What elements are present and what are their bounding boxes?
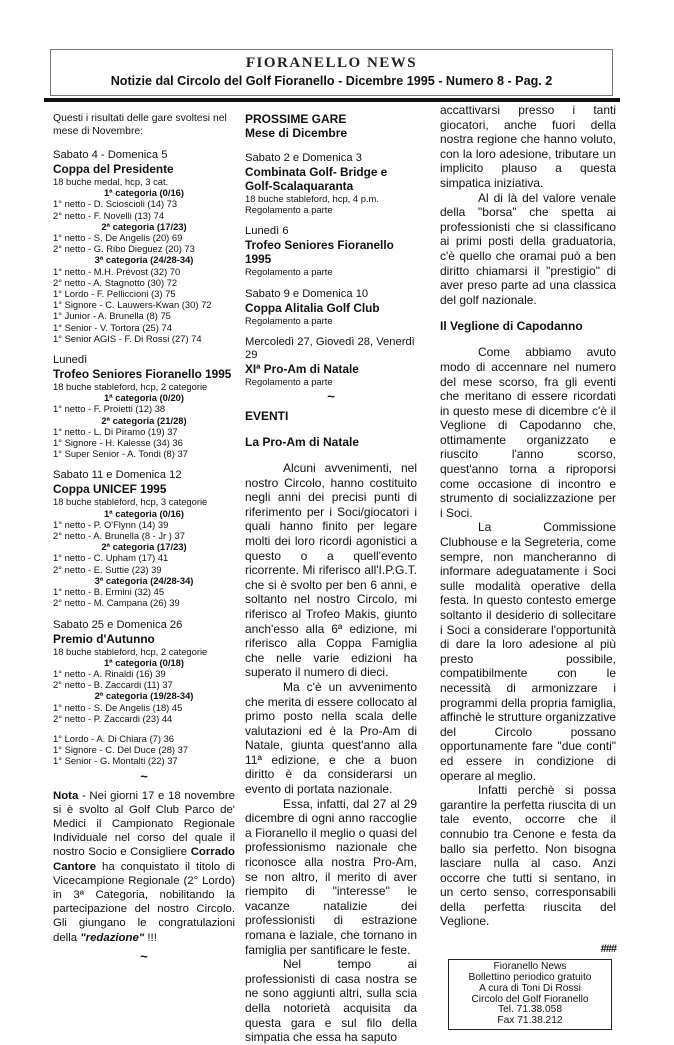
upcoming-date: Sabato 9 e Domenica 10 (245, 287, 369, 300)
article-paragraph: Al di là del valore venale della "borsa" che spetta ai professionisti che si classificano ai primi posti della graduatoria, c'è quello che oramai può a ben diritto chiamarsi il "prestigio" di aver preso parte ad una classica del golf nazionale. (440, 190, 616, 307)
note-text: - Nei giorni 17 e 18 novembre si è svolto al Golf Club Parco de' Medici il Campionato Regionale Individuale nel corso del quale il nostro Socio e Consigliere (53, 789, 235, 859)
note-highlight-name: Corrado Cantore (53, 846, 235, 873)
result-line: 1° Signore - C. Del Duce (28) 37 (53, 744, 189, 756)
result-line: 2° netto - G. Ribo Dieguez (20) 73 (53, 243, 195, 255)
upcoming-date: Mercoledì 27, Giovedì 28, Venerdì 29 (245, 335, 415, 361)
category-heading: 1ª categoria (0/20) (103, 392, 185, 404)
category-heading: 1ª categoria (0/16) (103, 187, 185, 199)
competition-name: Coppa del Presidente (53, 162, 174, 176)
competition-coppa-unicef (53, 469, 235, 608)
article-paragraph: Essa, infatti, dal 27 al 29 dicembre di ogni anno raccoglie a Fioranello il meglio o quasi del professionismo nazionale che riconosce alla nostra Pro-Am, se non altro, il merito di aver riempito di "interesse" le vacanze natalizie dei professionisti di estrazione romana e laziale, che tornano in famiglia per santificare le feste. (245, 796, 417, 957)
competition-name: Trofeo Seniores Fioranello 1995 (53, 367, 232, 382)
article-title-veglione: Il Veglione di Capodanno (440, 319, 583, 334)
newsletter-subtitle: Notizie dal Circolo del Golf Fioranello - Dicembre 1995 - Numero 8 - Pag. 2 (110, 74, 553, 88)
upcoming-name: Combinata Golf- Bridge e Golf-Scalaquaranta (245, 165, 388, 193)
category-heading: 2ª categoria (17/23) (101, 541, 187, 553)
masthead-box (50, 49, 613, 96)
competition-date: Sabato 11 e Domenica 12 (53, 469, 182, 482)
result-line: 1° netto - L. Di Piramo (19) 37 (53, 425, 178, 437)
category-heading: 2ª categoria (17/23) (101, 220, 187, 232)
result-line: 2° netto - F. Novelli (13) 74 (53, 209, 165, 221)
competition-date: Lunedì (53, 354, 88, 367)
competition-format: 18 buche stableford, hcp, 2 categorie (53, 645, 208, 657)
result-line: 1° netto - P. O'Flynn (14) 39 (53, 518, 169, 530)
result-line: 1° netto - S. De Angelis (20) 69 (53, 232, 183, 244)
upcoming-item (245, 152, 417, 215)
result-line: 1° Signore - C. Lauwers-Kwan (30) 72 (53, 299, 212, 311)
result-line: 1° netto - D. Scioscioli (14) 73 (53, 198, 178, 210)
category-heading: 2ª categoria (21/28) (101, 414, 187, 426)
category-heading: 1ª categoria (0/16) (103, 507, 185, 519)
article-title-proam: La Pro-Am di Natale (245, 435, 360, 450)
result-line: 1° Signore - H. Kalesse (34) 36 (53, 437, 183, 449)
result-line: 1° Lordo - F. Pelliccioni (3) 75 (53, 288, 176, 300)
note-text: !!! (144, 931, 157, 944)
upcoming-name: Coppa Alitalia Golf Club (245, 300, 380, 315)
article-paragraph: Infatti perchè si possa garantire la perfetta riuscita di un tale evento, occorre che il connubio tra Cenone e festa da ballo sia perfetto. Non bisogna lasciare nulla al caso. Anzi occorre che tutti si sentano, in un certo senso, corresponsabili della perfetta riuscita del Veglione. (440, 783, 616, 929)
result-line: 1° netto - S. De Angelis (18) 45 (53, 701, 183, 713)
colophon-phone: Tel. 71.38.058 (497, 1004, 562, 1016)
colophon-box (448, 959, 612, 1030)
category-heading: 2ª categoria (19/28-34) (94, 690, 194, 702)
continuation-column (440, 103, 616, 1030)
competition-date: Sabato 25 e Domenica 26 (53, 618, 183, 631)
competition-date: Sabato 4 - Domenica 5 (53, 149, 168, 161)
result-line: 1° Senior - V. Tortora (25) 74 (53, 321, 172, 333)
result-line: 1° Junior - A. Brunella (8) 75 (53, 310, 171, 322)
competition-name: Premio d'Autunno (53, 631, 155, 646)
upcoming-item (245, 225, 417, 277)
article-paragraph: Ma c'è un avvenimento che merita di essere collocato al primo posto nella scala delle valutazioni ed è la Pro-Am di Natale, giunta quest'anno alla 11ª edizione, e che a buon diritto è da considerarsi un evento di portata nazionale. (245, 679, 417, 797)
result-line: 2° netto - M. Campana (26) 39 (53, 597, 180, 609)
category-heading: 3ª categoria (24/28-34) (94, 574, 194, 586)
result-line: 2° netto - A. Stagnotto (30) 72 (53, 276, 178, 288)
upcoming-name: Trofeo Seniores Fioranello 1995 (245, 238, 394, 267)
competition-format: 18 buche stableford, hcp, 2 categorie (53, 381, 208, 393)
section-separator: ~ (327, 389, 335, 405)
article-paragraph: La Commissione Clubhouse e la Segreteria, come sempre, non mancheranno di informare adeguatamente i Soci sulle modalità operative della festa. In questo contesto emerge soltanto il desiderio di sollecitare i Soci a considerare l'opportunità di dare la loro adesione al più presto possibile, compatibilmente con le necessità di armonizzare i programmi della propria famiglia, affinchè le strutture organizzative del Circolo possano opportunamente fare "due conti" ed essere in condizione di operare al meglio. (440, 520, 616, 783)
category-heading: 1ª categoria (0/18) (103, 656, 185, 668)
article-paragraph: Alcuni avvenimenti, nel nostro Circolo, hanno costituito negli anni dei precisi punti di riferimento per i Soci/giocatori i quali hanno finito per legare molti dei loro ricordi agonistici a questo o a quell'evento ricorrente. Mi riferisco all'I.P.G.T. che si è svolto per ben 6 anni, e soltanto nel nostro Circolo, mi riferisco al Trofeo Makis, giunto anch'esso alla 6ª edizione, mi riferisco alla Coppa Famiglia che nelle varie edizioni ha superato il numero di dieci. (245, 461, 417, 680)
upcoming-section-title: PROSSIME GARE (245, 112, 347, 126)
upcoming-date: Lunedì 6 (245, 225, 289, 238)
colophon-line: Fioranello News (493, 961, 567, 973)
upcoming-detail: Regolamento a parte (245, 266, 333, 278)
result-line: 1° Super Senior - A. Tondi (8) 37 (53, 448, 188, 460)
upcoming-detail: Regolamento a parte (245, 375, 333, 387)
upcoming-name: XIª Pro-Am di Natale (245, 361, 359, 376)
colophon-fax: Fax 71.38.212 (497, 1015, 563, 1027)
result-line: 1° Lordo - A. Di Chiara (7) 36 (53, 732, 174, 744)
article-paragraph: accattivarsi presso i tanti giocatori, anche fuori della nostra regione che hanno voluto, con la loro adesione, tributare un implicito plauso a questa simpatica iniziativa. (440, 103, 616, 190)
result-line: 2° netto - E. Suttie (23) 39 (53, 563, 162, 575)
upcoming-events-column (245, 106, 417, 1045)
events-section-title: EVENTI (245, 409, 289, 424)
note-text: ha conquistato il titolo di Vicecampione Regionale (2° Lordo) in 3ª Categoria, nobilitando la partecipazione del nostro Circolo. Gli giungano le congratulazioni della (53, 860, 235, 944)
result-line: 2° netto - A. Brunella (8 - Jr ) 37 (53, 530, 185, 542)
section-separator: ~ (140, 768, 148, 784)
upcoming-section-subtitle: Mese di Dicembre (245, 126, 348, 140)
competition-coppa-presidente (53, 149, 235, 344)
results-intro: Questi i risultati delle gare svoltesi nel mese di Novembre: (53, 113, 227, 137)
result-line: 1° netto - B. Ermini (32) 45 (53, 586, 165, 598)
article-paragraph: Come abbiamo avuto modo di accennare nel numero del mese scorso, fra gli eventi che meritano di essere ricordati in questo mese di dicembre c'è il Veglione di Capodanno che, ottimamente organizzato e riuscito l'anno scorso, quest'anno torna a riproporsi come occasione di incontro e strumento di socializzazione per i Soci. (440, 345, 616, 520)
result-line: 1° netto - F. Proietti (12) 38 (53, 403, 166, 415)
result-line: 1° netto - C. Upham (17) 41 (53, 552, 169, 564)
upcoming-detail: Regolamento a parte (245, 314, 333, 326)
category-heading: 3ª categoria (24/28-34) (94, 254, 194, 266)
article-paragraph: Nel tempo ai professionisti di casa nostra se ne sono aggiunti altri, sulla scia della notorietà acquisita da questa gara e sul filo della simpatia che essa ha saputo (245, 957, 417, 1045)
upcoming-detail: 18 buche stableford, hcp, 4 p.m. (245, 193, 379, 204)
result-line: 1° netto - A. Rinaldi (16) 39 (53, 667, 166, 679)
result-line: 1° Senior AGIS - F. Di Rossi (27) 74 (53, 332, 202, 344)
upcoming-detail: Regolamento a parte (245, 204, 333, 216)
colophon-line: Bollettino periodico gratuito (468, 971, 592, 983)
end-mark: ### (600, 943, 616, 956)
upcoming-item (245, 336, 417, 387)
result-line: 1° Senior - G. Montalti (22) 37 (53, 755, 178, 767)
colophon-line: A cura di Toni Di Rossi (479, 982, 581, 994)
result-line: 1° netto - M.H. Prévost (32) 70 (53, 265, 181, 277)
upcoming-item (245, 288, 417, 326)
upcoming-date: Sabato 2 e Domenica 3 (245, 152, 362, 164)
competition-format: 18 buche medal, hcp, 3 cat. (53, 176, 169, 187)
result-line: 2° netto - P. Zaccardi (23) 44 (53, 712, 173, 724)
results-column (53, 106, 235, 969)
header-divider (44, 98, 620, 102)
competition-premio-autunno (53, 619, 235, 767)
note-redazione: "redazione" (80, 931, 145, 944)
competition-name: Coppa UNICEF 1995 (53, 482, 167, 497)
end-separator: ~ (140, 948, 148, 964)
note-label: Nota (53, 789, 79, 802)
colophon-line: Circolo del Golf Fioranello (471, 993, 589, 1005)
result-line: 2° netto - B. Zaccardi (11) 37 (53, 679, 173, 691)
note-paragraph (53, 789, 235, 945)
competition-format: 18 buche stableford, hcp, 3 categorie (53, 496, 208, 508)
newsletter-title: FIORANELLO NEWS (245, 55, 418, 71)
competition-trofeo-seniores (53, 354, 235, 459)
